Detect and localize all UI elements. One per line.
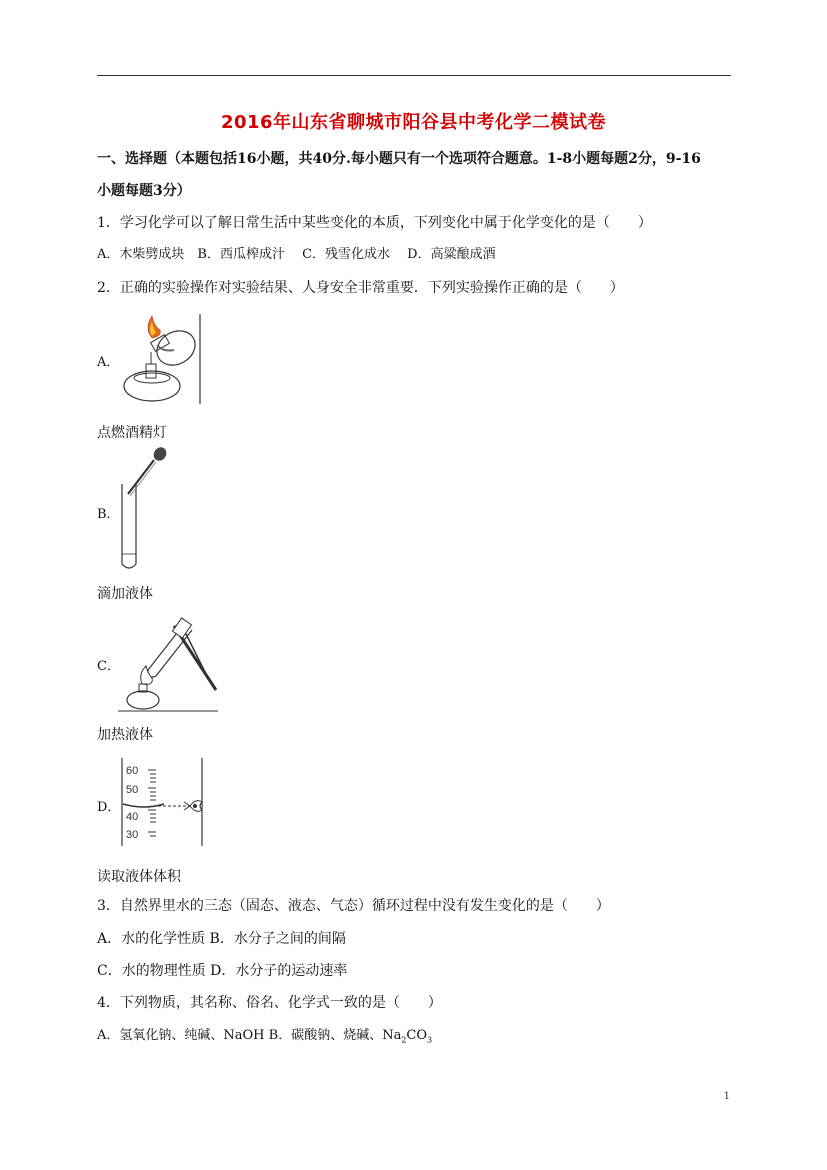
graduated-cylinder-figure xyxy=(118,758,206,848)
dropper-figure xyxy=(116,446,172,574)
section-heading-line1: 一、选择题（本题包括16小题，共40分.每小题只有一个选项符合题意。1-8小题每题2分，9-16 xyxy=(97,151,701,167)
question-1: 1．学习化学可以了解日常生活中某些变化的本质，下列变化中属于化学变化的是（ ） xyxy=(97,215,652,231)
page-title: 2016年山东省聊城市阳谷县中考化学二模试卷 xyxy=(220,112,607,133)
option-b-label: B． xyxy=(97,507,120,522)
option-c-label: C． xyxy=(97,659,120,674)
question-3-options-cd: C．水的物理性质 D．水分子的运动速率 xyxy=(97,963,348,979)
option-d-label: D． xyxy=(97,800,121,815)
question-2: 2．正确的实验操作对实验结果、人身安全非常重要．下列实验操作正确的是（ ） xyxy=(97,280,624,296)
section-heading-line2: 小题每题3分） xyxy=(97,183,191,199)
cylinder-tick-60: 60 xyxy=(126,765,139,777)
heating-liquid-figure xyxy=(118,612,220,712)
option-b-caption: 滴加液体 xyxy=(97,586,153,602)
option-a-label: A． xyxy=(97,355,120,370)
question-3-options-ab: A．水的化学性质 B．水分子之间的间隔 xyxy=(97,931,346,947)
question-1-options: A．木柴劈成块 B．西瓜榨成汁 C．残雪化成水 D．高粱酿成酒 xyxy=(97,247,496,262)
header-rule xyxy=(97,75,731,76)
question-3: 3．自然界里水的三态（固态、液态、气态）循环过程中没有发生变化的是（ ） xyxy=(97,898,610,914)
question-4-options xyxy=(97,1027,432,1050)
lamp-lighting-figure xyxy=(118,312,204,406)
formula-subscript-2: 2 xyxy=(401,1035,407,1045)
cylinder-tick-50: 50 xyxy=(126,784,139,796)
formula-subscript-3: 3 xyxy=(427,1035,433,1045)
question-4: 4．下列物质，其名称、俗名、化学式一致的是（ ） xyxy=(97,995,442,1011)
option-c-caption: 加热液体 xyxy=(97,727,153,743)
cylinder-tick-30: 30 xyxy=(126,829,139,841)
option-a-caption: 点燃酒精灯 xyxy=(97,425,167,441)
option-d-caption: 读取液体体积 xyxy=(97,869,181,885)
formula-co: CO xyxy=(406,1028,428,1043)
cylinder-tick-40: 40 xyxy=(126,811,139,823)
page-number: 1 xyxy=(723,1091,730,1102)
question-4-options-text: A．氢氧化钠、纯碱、NaOH B．碳酸钠、烧碱、Na xyxy=(97,1028,402,1043)
